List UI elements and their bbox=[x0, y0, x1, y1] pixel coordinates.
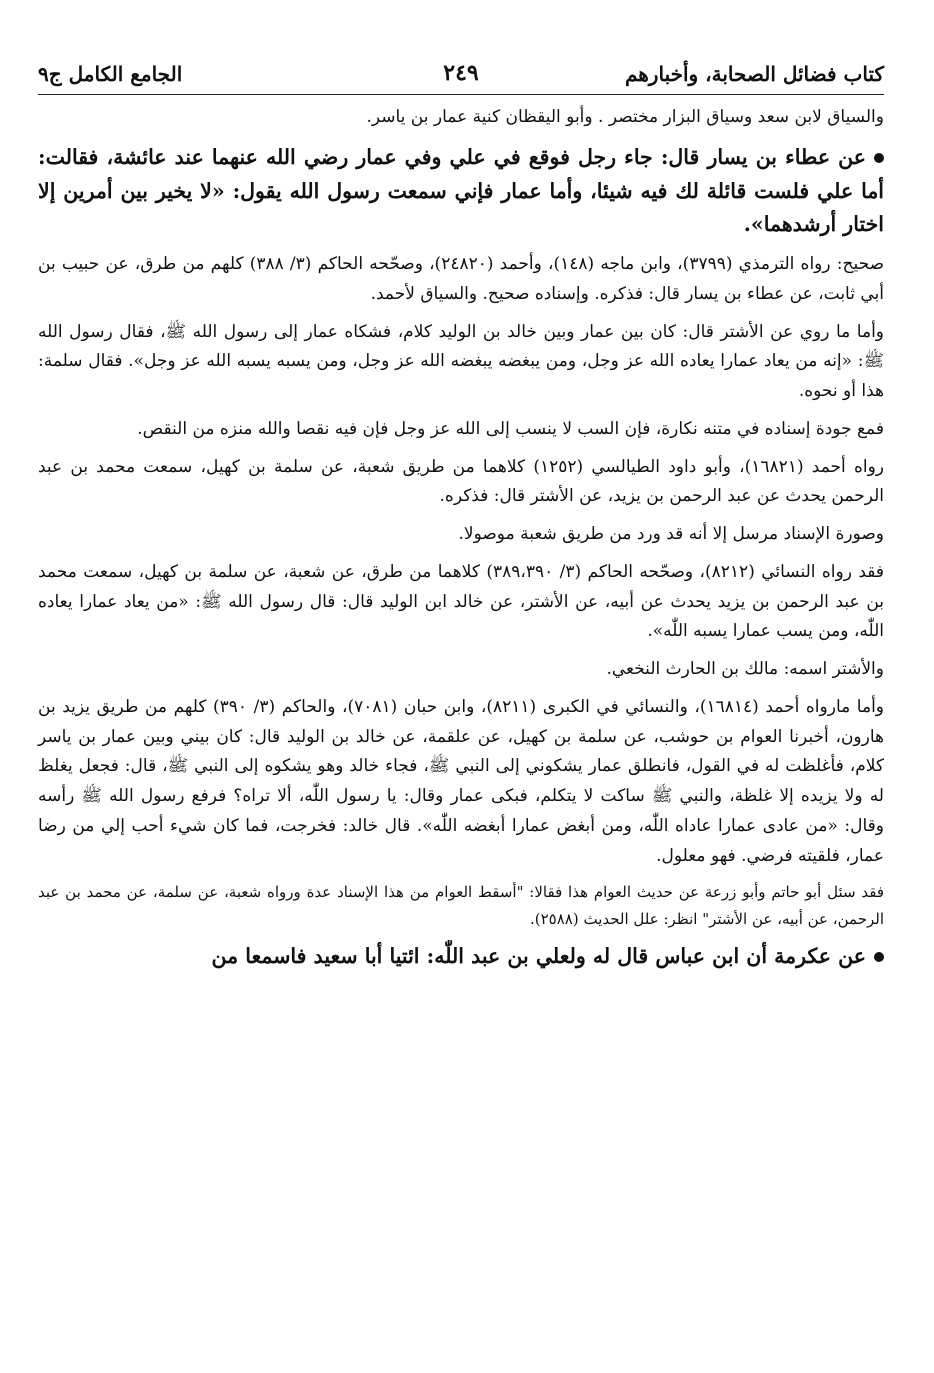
footnote-paragraph: فقد سئل أبو حاتم وأبو زرعة عن حديث العوام هذا فقالا: "أسقط العوام من هذا الإسناد عدة ورواه شعبة، عن سلمة، عن محمد بن عبد الرحمن، عن أبيه، عن الأشتر" انظر: علل الحديث (٢٥٨٨). bbox=[38, 883, 884, 928]
grading-paragraph: صحيح: رواه الترمذي (٣٧٩٩)، وابن ماجه (١٤٨)، وأحمد (٢٤٨٢٠)، وصحّحه الحاكم (٣/ ٣٨٨) كلهم من طرق، عن حبيب بن أبي ثابت، عن عطاء بن يسار قال: فذكره. وإسناده صحيح. والسياق لأحمد. bbox=[38, 254, 885, 304]
hadith-paragraph bbox=[38, 940, 884, 974]
page-header bbox=[38, 58, 884, 95]
text-paragraph: وصورة الإسناد مرسل إلا أنه قد ورد من طريق شعبة موصولا. bbox=[458, 524, 884, 545]
hadith-text: عن عكرمة أن ابن عباس قال له ولعلي بن عبد اللّٰه: ائتيا أبا سعيد فاسمعا من bbox=[211, 943, 866, 968]
text-paragraph: والأشتر اسمه: مالك بن الحارث النخعي. bbox=[606, 659, 884, 680]
text-paragraph: فمع جودة إسناده في متنه نكارة، فإن السب لا ينسب إلى الله عز وجل فإن فيه نقصا والله منزه من النقص. bbox=[137, 418, 884, 439]
text-paragraph: وأما ما روي عن الأشتر قال: كان بين عمار وبين خالد بن الوليد كلام، فشكاه عمار إلى رسول الله ﷺ، فقال رسول الله ﷺ: «إنه من يعاد عمارا يعاده الله عز وجل، ومن يبغضه يبغضه الله عز وجل، ومن يسبه يسبه الله عز وجل». فقال سلمة: هذا أو نحوه. bbox=[38, 321, 884, 402]
text-paragraph: والسياق لابن سعد وسياق البزار مختصر . وأبو اليقظان كنية عمار بن ياسر. bbox=[366, 107, 884, 127]
page-number: ٢٤٩ bbox=[443, 60, 479, 86]
book-section-title: كتاب فضائل الصحابة، وأخبارهم bbox=[624, 62, 884, 86]
hadith-paragraph bbox=[38, 141, 884, 242]
bullet-icon bbox=[874, 952, 884, 962]
bullet-icon bbox=[874, 153, 884, 163]
text-paragraph: فقد رواه النسائي (٨٢١٢)، وصحّحه الحاكم (٣/ ٣٨٩،٣٩٠) كلاهما من طرق، عن شعبة، عن سلمة بن كهيل، سمعت محمد بن عبد الرحمن بن يزيد يحدث عن أبيه، عن الأشتر، عن خالد ابن الوليد قال: قال رسول الله ﷺ: «من يعاد عمارا يعاده اللّٰه، ومن يسب عمارا يسبه اللّٰه». bbox=[38, 561, 885, 642]
page-body bbox=[38, 95, 884, 974]
hadith-text: عن عطاء بن يسار قال: جاء رجل فوقع في علي وفي عمار رضي الله عنهما عند عائشة، فقالت: أما علي فلست قائلة لك فيه شيئا، وأما عمار فإني سمعت رسول الله يقول: «لا يخير بين أمرين إلا اختار أرشدهما». bbox=[38, 144, 884, 237]
book-page bbox=[38, 58, 884, 982]
text-paragraph: وأما مارواه أحمد (١٦٨١٤)، والنسائي في الكبرى (٨٢١١)، وابن حبان (٧٠٨١)، والحاكم (٣/ ٣٩٠) كلهم من طريق يزيد بن هارون، أخبرنا العوام بن حوشب، عن سلمة بن كهيل، عن علقمة، عن خالد بن الوليد قال: كان بيني وبين عمار بن ياسر كلام، فأغلظت له في القول، فانطلق عمار يشكوني إلى النبي ﷺ، فجاء خالد وهو يشكوه إلى النبي ﷺ، قال: فجعل يغلظ له ولا يزيده إلا غلظة، والنبي ﷺ ساكت لا يتكلم، فبكى عمار وقال: يا رسول اللّٰه، ألا تراه؟ فرفع رسول الله ﷺ رأسه وقال: «من عادى عمارا عاداه اللّٰه، ومن أبغض عمارا أبغضه اللّٰه». قال خالد: فخرجت، فما كان شيء أحب إلي من رضا عمار، فلقيته فرضي. فهو معلول. bbox=[38, 696, 885, 866]
text-paragraph: رواه أحمد (١٦٨٢١)، وأبو داود الطيالسي (١٢٥٢) كلاهما من طريق شعبة، عن سلمة بن كهيل، سمعت محمد بن عبد الرحمن يحدث عن عبد الرحمن بن يزيد، عن الأشتر قال: فذكره. bbox=[38, 456, 885, 507]
book-volume-title: الجامع الكامل ج٩ bbox=[38, 62, 183, 86]
